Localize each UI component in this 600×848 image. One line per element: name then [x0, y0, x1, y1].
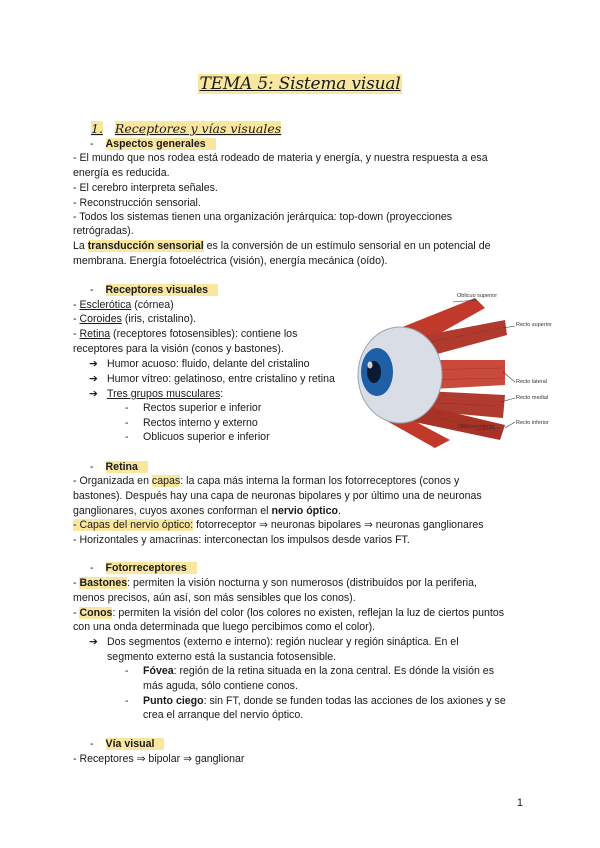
sub-item: - Punto ciego: sin FT, donde se funden todas las acciones de los axiones y se	[125, 695, 506, 707]
arrow-item: ➔ Humor acuoso: fluido, delante del cristalino	[89, 358, 310, 370]
text-line: - Receptores ⇒ bipolar ⇒ ganglionar	[73, 753, 245, 765]
text-line: membrana. Energía fotoeléctrica (visión), energía mecánica (oído).	[73, 255, 388, 267]
label-oblicuo-inferior: Oblicuo inferior	[458, 424, 495, 430]
term-transduccion: transducción sensorial	[87, 240, 204, 252]
text-line: - Esclerótica (córnea)	[73, 299, 174, 311]
text-line: más aguda, sólo contiene conos.	[143, 680, 298, 692]
text-line: crea el arranque del nervio óptico.	[143, 709, 304, 721]
label-recto-lateral: Recto lateral	[516, 379, 547, 385]
text-line: - Capas del nervio óptico: fotorreceptor ⇒ neuronas bipolares ⇒ neuronas ganglionares	[73, 519, 484, 531]
arrow-icon: ➔	[89, 358, 98, 370]
text-line: receptores para la visión (conos y bastones).	[73, 343, 284, 355]
text-line: - Todos los sistemas tienen una organización jerárquica: top-down (proyecciones	[73, 211, 453, 223]
document-title: TEMA 5: Sistema visual	[199, 74, 401, 94]
text-line: segmento externo está la sustancia fotosensible.	[107, 651, 337, 663]
subheading-aspectos: - Aspectos generales	[90, 138, 216, 150]
page-number: 1	[516, 797, 523, 809]
sub-item: - Oblicuos superior e inferior	[125, 431, 270, 443]
subheading-retina: - Retina	[90, 461, 148, 473]
label-recto-inferior: Recto inferior	[516, 420, 549, 426]
text-line: menos precisos, aún así, son más sensibles que los conos).	[73, 592, 356, 604]
section-title: Receptores y vías visuales	[114, 121, 282, 136]
subheading-receptores: - Receptores visuales	[90, 284, 218, 296]
text-line: ganglionares, cuyos axones conforman el nervio óptico.	[73, 505, 341, 517]
text-line: - El cerebro interpreta señales.	[73, 182, 218, 194]
label-recto-medial: Recto medial	[516, 395, 549, 401]
arrow-icon: ➔	[89, 636, 98, 648]
section-heading	[91, 121, 281, 136]
eye-muscles-figure	[355, 290, 555, 450]
text-line: retrógradas).	[73, 225, 134, 237]
text-line: - Bastones: permiten la visión nocturna y son numerosos (distribuidos por la periferia,	[73, 577, 477, 589]
text-line: La transducción sensorial es la conversión de un estímulo sensorial en un potencial de	[73, 240, 491, 252]
text-line: - Organizada en capas: la capa más interna la forman los fotorreceptores (conos y	[73, 475, 460, 487]
subheading-via-visual: - Vía visual	[90, 738, 164, 750]
arrow-item: ➔ Tres grupos musculares:	[89, 388, 224, 400]
text-line: - Horizontales y amacrinas: interconectan los impulsos desde varios FT.	[73, 534, 410, 546]
section-number: 1.	[91, 121, 103, 136]
sub-item: - Rectos superior e inferior	[125, 402, 262, 414]
text-line: energía es reducida.	[73, 167, 170, 179]
label-recto-superior: Recto superior	[516, 322, 552, 328]
label-oblicuo-superior: Oblicuo superior	[457, 293, 498, 299]
arrow-item: ➔ Dos segmentos (externo e interno): región nuclear y región sináptica. En el	[89, 636, 459, 648]
text-line: con una onda determinada que luego percibimos como el color).	[73, 621, 376, 633]
arrow-icon: ➔	[89, 388, 98, 400]
text-line: - Conos: permiten la visión del color (los colores no existen, reflejan la luz de ciertos puntos	[73, 607, 505, 619]
arrow-item: ➔ Humor vítreo: gelatinoso, entre cristalino y retina	[89, 373, 335, 385]
text-line: - Coroides (iris, cristalino).	[73, 313, 197, 325]
text-line: - El mundo que nos rodea está rodeado de materia y energía, y nuestra respuesta a esa	[73, 152, 488, 164]
arrow-icon: ➔	[89, 373, 98, 385]
text-line: bastones). Después hay una capa de neuronas bipolares y por último una de neuronas	[73, 490, 482, 502]
subheading-fotorreceptores: - Fotorreceptores	[90, 562, 197, 574]
sub-item: - Rectos interno y externo	[125, 417, 258, 429]
text-line: - Retina (receptores fotosensibles): contiene los	[73, 328, 298, 340]
text-line: - Reconstrucción sensorial.	[73, 197, 201, 209]
sub-item: - Fóvea: región de la retina situada en la zona central. Es dónde la visión es	[125, 665, 494, 677]
